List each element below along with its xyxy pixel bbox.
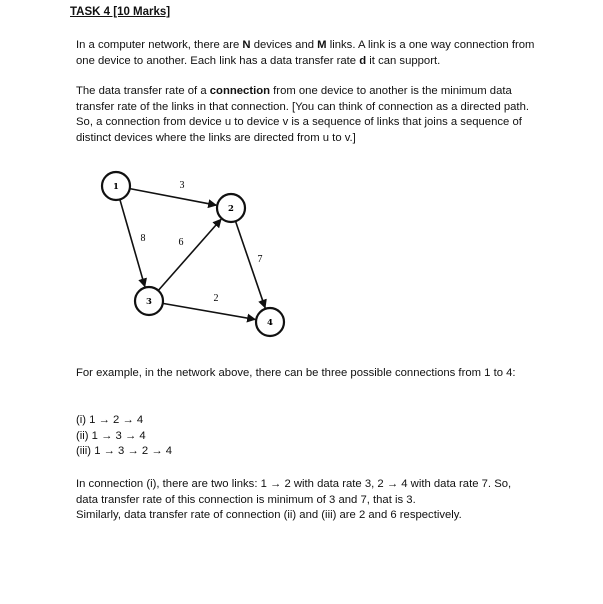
list-item: (i) 1 → 2 → 4 <box>76 414 144 426</box>
graph-node-3 <box>135 287 163 315</box>
node-label: 2 <box>228 204 234 214</box>
graph-node-1 <box>102 172 130 200</box>
intro-paragraph: In a computer network, there are N devices and M links. A link is a one way connection from one device to another. Each link has a data transfer rate d it can support. <box>76 39 535 67</box>
example-intro-paragraph: For example, in the network above, there can be three possible connections from 1 to 4: <box>76 367 516 379</box>
edge-3-4 <box>163 303 255 319</box>
list-item: (iii) 1 → 3 → 2 → 4 <box>76 445 173 457</box>
edge-weight-label: 8 <box>140 233 146 244</box>
edge-1-2 <box>130 189 217 206</box>
edge-weight-label: 2 <box>213 293 219 304</box>
task-title: TASK 4 [10 Marks] <box>70 6 171 18</box>
edge-weight-label: 3 <box>179 180 185 191</box>
list-item: (ii) 1 → 3 → 4 <box>76 429 146 442</box>
edge-3-2 <box>158 219 221 290</box>
graph-node-4 <box>256 308 284 336</box>
node-label: 3 <box>146 297 152 307</box>
graph-node-2 <box>217 194 245 222</box>
edge-weight-label: 7 <box>257 254 263 265</box>
explanation-paragraph: In connection (i), there are two links: 1 → 2 with data rate 3, 2 → 4 with data rate 7. So, data transfer rate of this connection is minimum of 3 and 7, that is 3. Similarly, data transfer rate of connection (ii) and (iii) are 2 and 6 respectively. <box>76 478 512 521</box>
node-label: 4 <box>267 318 273 328</box>
connection-examples-list <box>76 413 172 460</box>
connection-definition-paragraph: The data transfer rate of a connection from one device to another is the minimum data transfer rate of the links in that connection. [You can think of connection as a directed path. So, a connection from device u to device v is a sequence of links that joins a sequence of distinct devices where the links are directed from u to v.] <box>76 85 529 144</box>
node-label: 1 <box>113 182 119 192</box>
edge-weight-label: 6 <box>178 237 184 248</box>
